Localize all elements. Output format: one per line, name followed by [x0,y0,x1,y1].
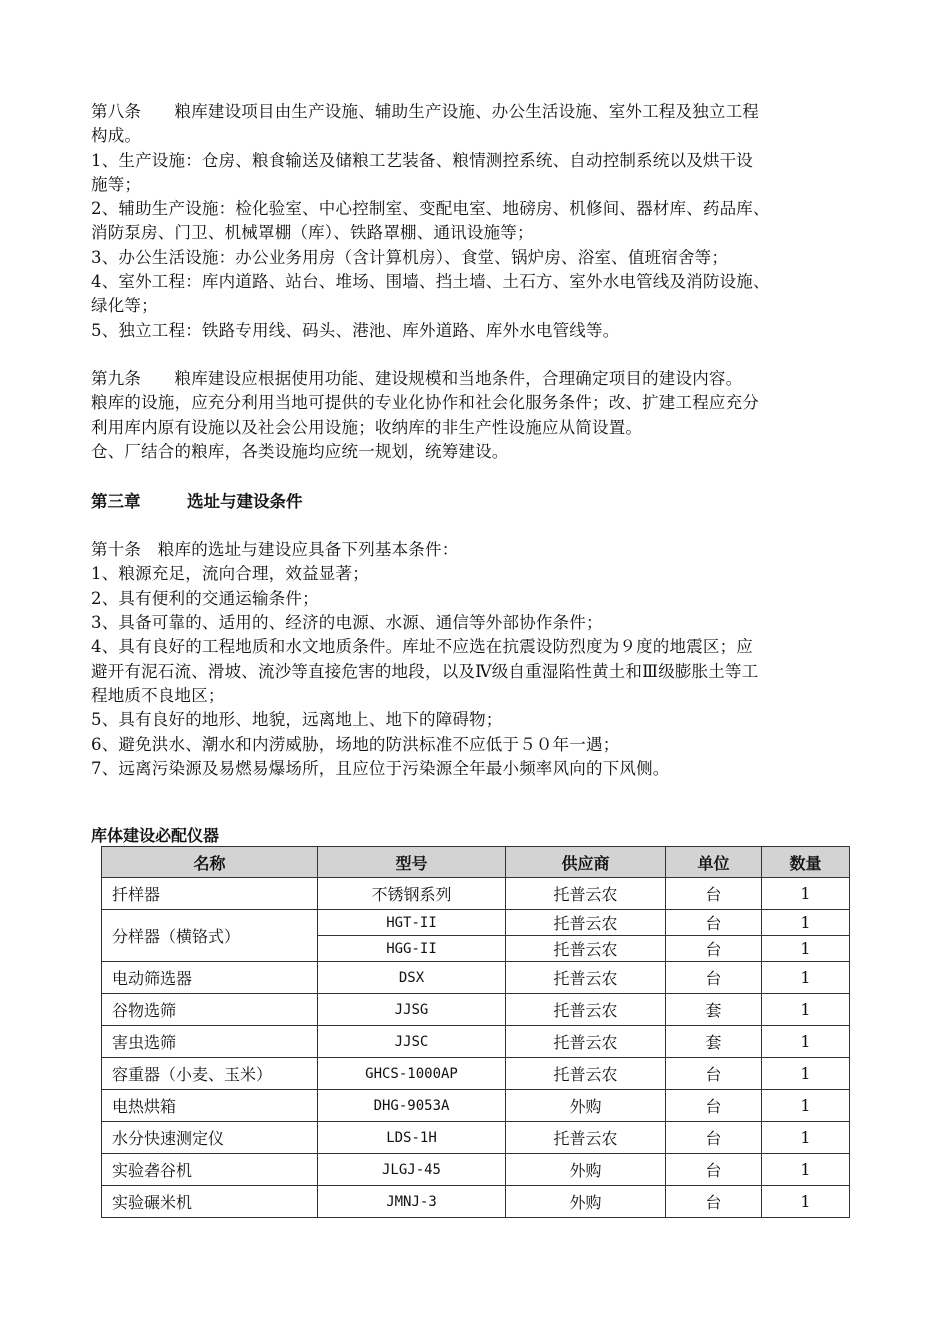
table-row [102,1186,850,1218]
cell-quantity: 1 [762,1090,850,1122]
table-row [102,878,850,910]
cell-unit: 台 [666,1122,762,1154]
article-8 [91,100,863,343]
cell-unit: 台 [666,1058,762,1090]
article-8-line: 1、生产设施：仓房、粮食输送及储粮工艺装备、粮情测控系统、自动控制系统以及烘干设 [91,150,753,170]
cell-model: JLGJ-45 [318,1154,506,1186]
header-quantity: 数量 [762,847,850,878]
article-10-line: 5、具有良好的地形、地貌，远离地上、地下的障碍物； [91,710,503,730]
cell-quantity: 1 [762,878,850,910]
cell-unit: 台 [666,910,762,936]
cell-supplier: 托普云农 [506,994,666,1026]
table-row [102,1026,850,1058]
article-10-line: 3、具备可靠的、适用的、经济的电源、水源、通信等外部协作条件； [91,613,603,633]
table-header-row [102,847,850,878]
header-supplier: 供应商 [506,847,666,878]
cell-model: JMNJ-3 [318,1186,506,1218]
cell-supplier: 外购 [506,1154,666,1186]
cell-unit: 台 [666,1154,762,1186]
cell-supplier: 托普云农 [506,1026,666,1058]
cell-unit: 台 [666,1186,762,1218]
cell-supplier: 托普云农 [506,962,666,994]
article-9-line: 仓、厂结合的粮库，各类设施均应统一规划，统筹建设。 [91,441,509,461]
cell-name: 害虫选筛 [102,1026,318,1058]
cell-supplier: 托普云农 [506,1058,666,1090]
cell-model: HGT-II [318,910,506,936]
article-10-line: 程地质不良地区； [91,685,225,705]
header-name: 名称 [102,847,318,878]
chapter-title: 选址与建设条件 [187,492,303,512]
cell-model: JJSC [318,1026,506,1058]
cell-unit: 台 [666,878,762,910]
article-10-line: 7、远离污染源及易燃易爆场所，且应位于污染源全年最小频率风向的下风侧。 [91,758,670,778]
paragraph-spacer [91,514,863,538]
header-model: 型号 [318,847,506,878]
table-row [102,994,850,1026]
cell-quantity: 1 [762,994,850,1026]
chapter-heading [91,490,863,514]
cell-name: 电动筛选器 [102,962,318,994]
cell-name: 实验碾米机 [102,1186,318,1218]
cell-quantity: 1 [762,910,850,936]
article-8-line: 3、办公生活设施：办公业务用房（含计算机房）、食堂、锅炉房、浴室、值班宿舍等； [91,247,729,267]
cell-name: 分样器（横铬式） [102,910,318,962]
cell-supplier: 外购 [506,1090,666,1122]
cell-name: 容重器（小麦、玉米） [102,1058,318,1090]
article-10 [91,538,863,781]
cell-supplier: 托普云农 [506,1122,666,1154]
instrument-table [101,846,850,1218]
table-row [102,910,850,936]
article-8-line: 绿化等； [91,296,158,316]
article-10-line: 避开有泥石流、滑坡、流沙等直接危害的地段，以及Ⅳ级自重湿陷性黄土和Ⅲ级膨胀土等工 [91,661,759,681]
table-row [102,1122,850,1154]
article-10-line: 2、具有便利的交通运输条件； [91,588,319,608]
cell-model: JJSG [318,994,506,1026]
article-8-line: 消防泵房、门卫、机械罩棚（库）、铁路罩棚、通讯设施等； [91,223,534,243]
cell-unit: 套 [666,994,762,1026]
cell-quantity: 1 [762,1186,850,1218]
table-row [102,1090,850,1122]
article-10-line: 6、避免洪水、潮水和内涝威胁，场地的防洪标准不应低于５０年一遇； [91,734,620,754]
cell-quantity: 1 [762,1058,850,1090]
table-row [102,1058,850,1090]
cell-model: LDS-1H [318,1122,506,1154]
table-title: 库体建设必配仪器 [91,826,220,845]
article-8-line: 施等； [91,174,142,194]
cell-quantity: 1 [762,1122,850,1154]
cell-unit: 套 [666,1026,762,1058]
cell-model: GHCS-1000AP [318,1058,506,1090]
chapter-number: 第三章 [91,492,141,512]
article-9-line: 利用库内原有设施以及社会公用设施；收纳库的非生产性设施应从简设置。 [91,417,643,437]
document-body [91,100,863,781]
cell-quantity: 1 [762,962,850,994]
cell-unit: 台 [666,1090,762,1122]
cell-supplier: 托普云农 [506,878,666,910]
article-8-line: 2、辅助生产设施：检化验室、中心控制室、变配电室、地磅房、机修间、器材库、药品库、 [91,199,770,219]
cell-quantity: 1 [762,1154,850,1186]
header-unit: 单位 [666,847,762,878]
article-10-line: 1、粮源充足，流向合理，效益显著； [91,564,369,584]
cell-name: 电热烘箱 [102,1090,318,1122]
article-8-line: 第八条 粮库建设项目由生产设施、辅助生产设施、办公生活设施、室外工程及独立工程 [91,102,759,121]
cell-supplier: 托普云农 [506,936,666,962]
article-8-line: 4、室外工程：库内道路、站台、堆场、围墙、挡土墙、土石方、室外水电管线及消防设施、 [91,272,770,292]
cell-model: 不锈钢系列 [318,878,506,910]
article-10-line: 第十条 粮库的选址与建设应具备下列基本条件： [91,540,459,560]
cell-quantity: 1 [762,1026,850,1058]
cell-model: DHG-9053A [318,1090,506,1122]
cell-model: DSX [318,962,506,994]
article-8-line: 5、独立工程：铁路专用线、码头、港池、库外道路、库外水电管线等。 [91,320,620,340]
cell-name: 扦样器 [102,878,318,910]
article-9 [91,367,863,464]
cell-name: 实验砻谷机 [102,1154,318,1186]
cell-name: 谷物选筛 [102,994,318,1026]
cell-name: 水分快速测定仪 [102,1122,318,1154]
cell-unit: 台 [666,962,762,994]
article-9-line: 第九条 粮库建设应根据使用功能、建设规模和当地条件，合理确定项目的建设内容。 [91,368,743,388]
paragraph-spacer [91,343,863,367]
article-9-line: 粮库的设施，应充分利用当地可提供的专业化协作和社会化服务条件；改、扩建工程应充分 [91,393,759,413]
cell-model: HGG-II [318,936,506,962]
table-row [102,1154,850,1186]
cell-quantity: 1 [762,936,850,962]
cell-supplier: 外购 [506,1186,666,1218]
paragraph-spacer [91,464,863,488]
article-10-line: 4、具有良好的工程地质和水文地质条件。库址不应选在抗震设防烈度为９度的地震区；应 [91,637,753,657]
table-row [102,962,850,994]
cell-supplier: 托普云农 [506,910,666,936]
article-8-line: 构成。 [91,126,142,146]
cell-unit: 台 [666,936,762,962]
